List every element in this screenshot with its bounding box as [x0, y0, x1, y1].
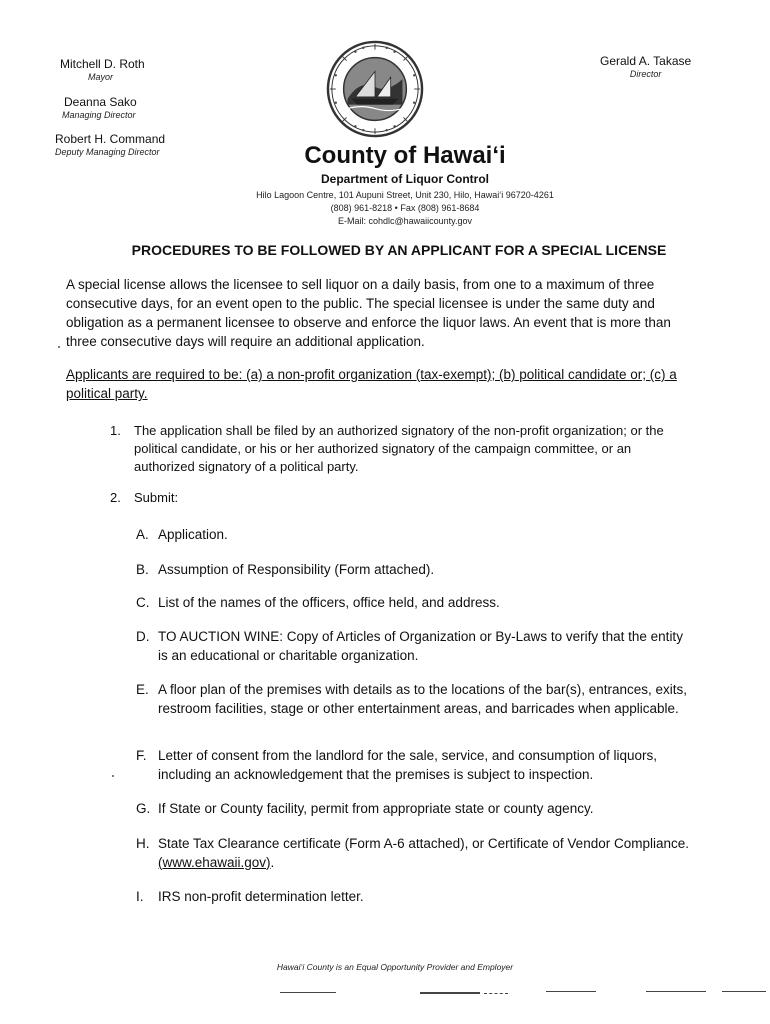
- item-number: 2.: [110, 490, 121, 505]
- official-name: Mitchell D. Roth: [60, 57, 145, 71]
- submit-item: [136, 561, 696, 580]
- procedures-title: PROCEDURES TO BE FOLLOWED BY AN APPLICANT FOR A SPECIAL LICENSE: [131, 242, 667, 258]
- scan-mark: [58, 346, 60, 348]
- submit-item: [136, 594, 696, 613]
- submit-item-letter: D.: [136, 629, 150, 644]
- submit-item-letter: E.: [136, 682, 149, 697]
- official-mayor: [60, 57, 145, 82]
- official-title: Managing Director: [62, 110, 136, 120]
- submit-item-letter: C.: [136, 595, 150, 610]
- item-text: Submit:: [134, 490, 179, 505]
- bottom-rule: [484, 993, 508, 994]
- submit-item: [136, 888, 696, 907]
- intro-paragraph: A special license allows the licensee to sell liquor on a daily basis, from one to a maximum of three consecutive days, for an event open to the public. The special licensee is under the same duty and obligation as a permanent licensee to observe and enforce the liquor laws. An event that is more than three consecutive days will require an additional application.: [66, 277, 671, 349]
- official-name: Robert H. Command: [55, 132, 166, 146]
- submit-item-letter: I.: [136, 889, 144, 904]
- scan-mark: [112, 775, 114, 777]
- submit-item-text: A floor plan of the premises with details as to the locations of the bar(s), entrances, exits, restroom facilities, stage or other entertainment areas, and barricades when applicable.: [158, 682, 688, 716]
- submit-item-letter: F.: [136, 748, 147, 763]
- submit-item-letter: G.: [136, 801, 151, 816]
- submit-item-text: If State or County facility, permit from appropriate state or county agency.: [158, 801, 594, 816]
- submit-item: [136, 800, 696, 819]
- item-number: 1.: [110, 423, 121, 438]
- official-director: [600, 54, 691, 79]
- official-managing-director: [64, 95, 137, 120]
- bottom-rule: [420, 992, 480, 994]
- department-name: Department of Liquor Control: [321, 172, 489, 186]
- department-phone-fax: (808) 961-8218 • Fax (808) 961-8684: [330, 203, 480, 213]
- department-address: Hilo Lagoon Centre, 101 Aupuni Street, Unit 230, Hilo, Hawai‘i 96720-4261: [256, 190, 554, 200]
- official-title: Deputy Managing Director: [55, 147, 160, 157]
- county-title: County of Hawai‘i: [304, 142, 506, 169]
- official-title: Director: [629, 69, 662, 79]
- bottom-rule: [280, 992, 336, 993]
- submit-item-text: Assumption of Responsibility (Form attached).: [158, 562, 435, 577]
- submit-item: [136, 681, 696, 718]
- list-item: [110, 489, 690, 507]
- official-title: Mayor: [88, 72, 114, 82]
- submit-item-text-end: .: [270, 854, 275, 870]
- submit-item-text: IRS non-profit determination letter.: [158, 889, 364, 904]
- submit-item-letter: A.: [136, 527, 149, 542]
- official-name: Deanna Sako: [64, 95, 137, 109]
- submit-item-text: List of the names of the officers, office held, and address.: [158, 595, 500, 610]
- submit-item-letter: B.: [136, 562, 149, 577]
- county-seal-icon: [326, 40, 424, 138]
- bottom-rule: [722, 991, 766, 992]
- submit-item-letter: H.: [136, 836, 150, 851]
- submit-item: [136, 835, 696, 872]
- submit-item-text: Application.: [158, 527, 228, 542]
- submit-item: [136, 526, 696, 545]
- bottom-rule: [546, 991, 596, 992]
- submit-item-text-main: State Tax Clearance certificate (Form A-6 attached), or Certificate of Vendor Compliance.: [158, 836, 689, 851]
- department-email: E-Mail: cohdlc@hawaiicounty.gov: [337, 216, 473, 226]
- applicant-requirement: Applicants are required to be: (a) a non-profit organization (tax-exempt); (b) political candidate or; (c) a political party.: [66, 367, 677, 401]
- submit-item-text: Letter of consent from the landlord for the sale, service, and consumption of liquors, including an acknowledgement that the premises is subject to inspection.: [158, 748, 658, 782]
- footer-equal-opportunity: Hawai‘i County is an Equal Opportunity Provider and Employer: [276, 962, 514, 972]
- submit-item-text: TO AUCTION WINE: Copy of Articles of Organization or By-Laws to verify that the entity is an educational or charitable organization.: [158, 629, 683, 663]
- ehawaii-link[interactable]: (www.ehawaii.gov): [158, 854, 271, 870]
- submit-item: [136, 628, 696, 665]
- bottom-rule: [646, 991, 706, 992]
- submit-item: [136, 747, 696, 784]
- submit-item-text: [158, 835, 696, 872]
- list-item: [110, 422, 690, 476]
- official-name: Gerald A. Takase: [600, 54, 692, 68]
- item-text: The application shall be filed by an authorized signatory of the non-profit organization; or the political candidate, or his or her authorized signatory of the campaign committee, or an authorized signatory of a political party.: [134, 423, 664, 474]
